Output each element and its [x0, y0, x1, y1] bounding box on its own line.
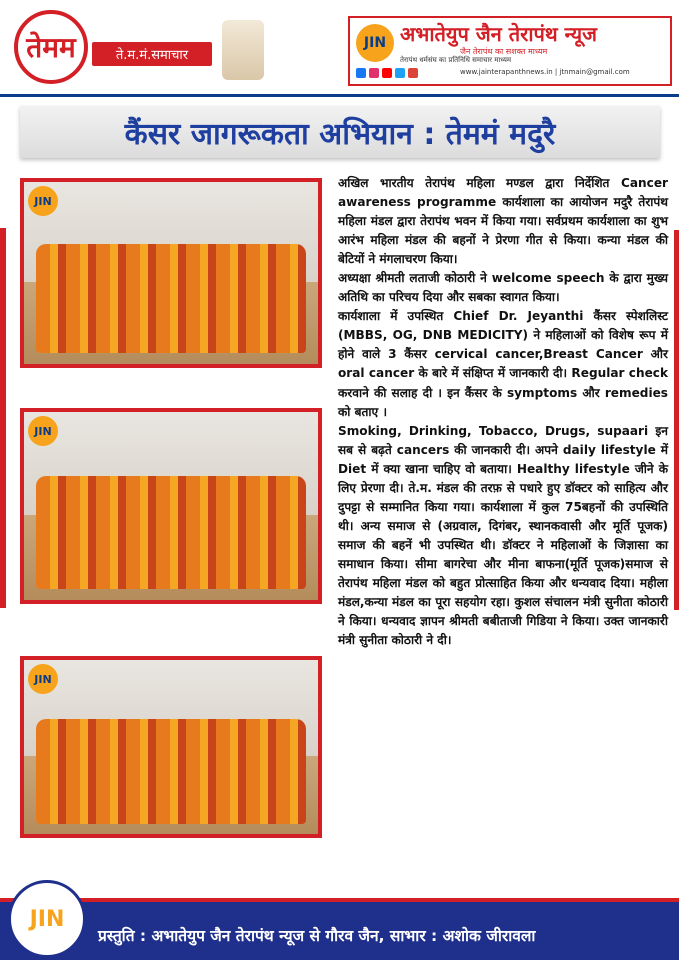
photo-group — [36, 476, 307, 589]
brand-website[interactable]: www.jainterapanthnews.in | jtnmain@gmail.com — [460, 68, 630, 76]
left-accent-bar — [0, 228, 6, 608]
jin-watermark: JIN — [28, 416, 58, 446]
google-icon[interactable] — [408, 68, 418, 78]
body-paragraph: अखिल भारतीय तेरापंथ महिला मण्डल द्वारा निर्देशित Cancer awareness programme कार्यशाला का आयोजन मदुरै तेरापंथ महिला मंडल द्वारा तेरापंथ भवन में किया गया। सर्वप्रथम कार्यशाला का शुभ आरंभ महिला मंडल की बहनों ने प्रेरणा गीत से किया। कन्या मंडल की बेटियों ने मंगलाचरण किया। — [338, 176, 668, 267]
brand-subtitle: तेरापंथ धर्मसंघ का प्रतिनिधि समाचार माध्यम — [400, 56, 512, 64]
footer-logo-text: JIN — [29, 906, 65, 932]
header-divider — [0, 94, 679, 97]
guru-portrait-image — [222, 20, 264, 80]
photo-group — [36, 719, 307, 823]
event-photo-1 — [20, 178, 322, 368]
article-body — [338, 174, 668, 896]
jin-logo: JIN — [356, 24, 394, 62]
body-paragraph: कार्यशाला में उपस्थित Chief Dr. Jeyanthi कैंसर स्पेशलिस्ट (MBBS, OG, DNB MEDICITY) ने महिलाओं को विशेष रूप में होने वाले 3 कैंसर cervical cancer,Breast Cancer और oral cancer के बारे में संक्षिप्त में जानकारी दी। Regular check करवाने की सलाह दी । इन कैंसर के symptoms और remedies को बताए । — [338, 309, 668, 419]
jin-watermark: JIN — [28, 664, 58, 694]
social-icons — [356, 68, 418, 78]
section-tag: ते.म.मं.समाचार — [92, 42, 212, 66]
jin-watermark: JIN — [28, 186, 58, 216]
page-header — [0, 0, 679, 92]
youtube-icon[interactable] — [382, 68, 392, 78]
facebook-icon[interactable] — [356, 68, 366, 78]
event-photo-2 — [20, 408, 322, 604]
title-bar — [20, 106, 660, 158]
temm-logo — [14, 10, 88, 84]
event-photo-3 — [20, 656, 322, 838]
footer-jin-logo — [8, 880, 86, 958]
photo-group — [36, 244, 307, 353]
brand-box — [348, 16, 672, 86]
brand-tagline: जैन तेरापंथ का सशक्त माध्यम — [460, 47, 548, 56]
body-paragraph: अध्यक्षा श्रीमती लताजी कोठारी ने welcome speech के द्वारा मुख्य अतिथि का परिचय दिया और सबका स्वागत किया। — [338, 271, 668, 305]
article-title: कैंसर जागरूकता अभियान : तेममं मदुरै — [124, 117, 556, 152]
body-paragraph: Smoking, Drinking, Tobacco, Drugs, supaari इन सब से बढ़ते cancers की जानकारी दी। अपने daily lifestyle में Diet में क्या खाना चाहिए वो बताया। Healthy lifestyle जीने के लिए प्रेरणा दी। ते.म. मंडल की तरफ़ से पधारे हुए डॉक्टर को साहित्य और दुपट्टा से सम्मानित किया गया। कार्यशाला में कुल 75बहनों की उपस्थिति थी। अन्य समाज से (अग्रवाल, दिगंबर, स्थानकवासी और मूर्ति पूजक) समाज की बहनें भी उपस्थित थी। डॉक्टर ने महिलाओं के जिज्ञासा का समाधान किया। सीमा बागरेचा और मीना बाफना(मूर्ति पूजक)समाज से तेरापंथ महिला मंडल को बहुत प्रोत्साहित किया और धन्यवाद दिया। महीला मंडल,कन्या मंडल का पूरा सहयोग रहा। कुशल संचालन मंत्री सुनीता कोठारी ने किया। धन्यवाद ज्ञापन श्रीमती बबीताजी गिडिया ने किया। उक्त जानकारी मंत्री सुनीता कोठारी ने दी। — [338, 423, 668, 648]
temm-logo-text: तेमम — [26, 31, 76, 64]
twitter-icon[interactable] — [395, 68, 405, 78]
instagram-icon[interactable] — [369, 68, 379, 78]
footer-credit: प्रस्तुति : अभातेयुप जैन तेरापंथ न्यूज से गौरव जैन, साभार : अशोक जीरावला — [98, 927, 536, 945]
right-accent-bar — [674, 230, 679, 610]
brand-title: अभातेयुप जैन तेरापंथ न्यूज — [400, 22, 597, 46]
